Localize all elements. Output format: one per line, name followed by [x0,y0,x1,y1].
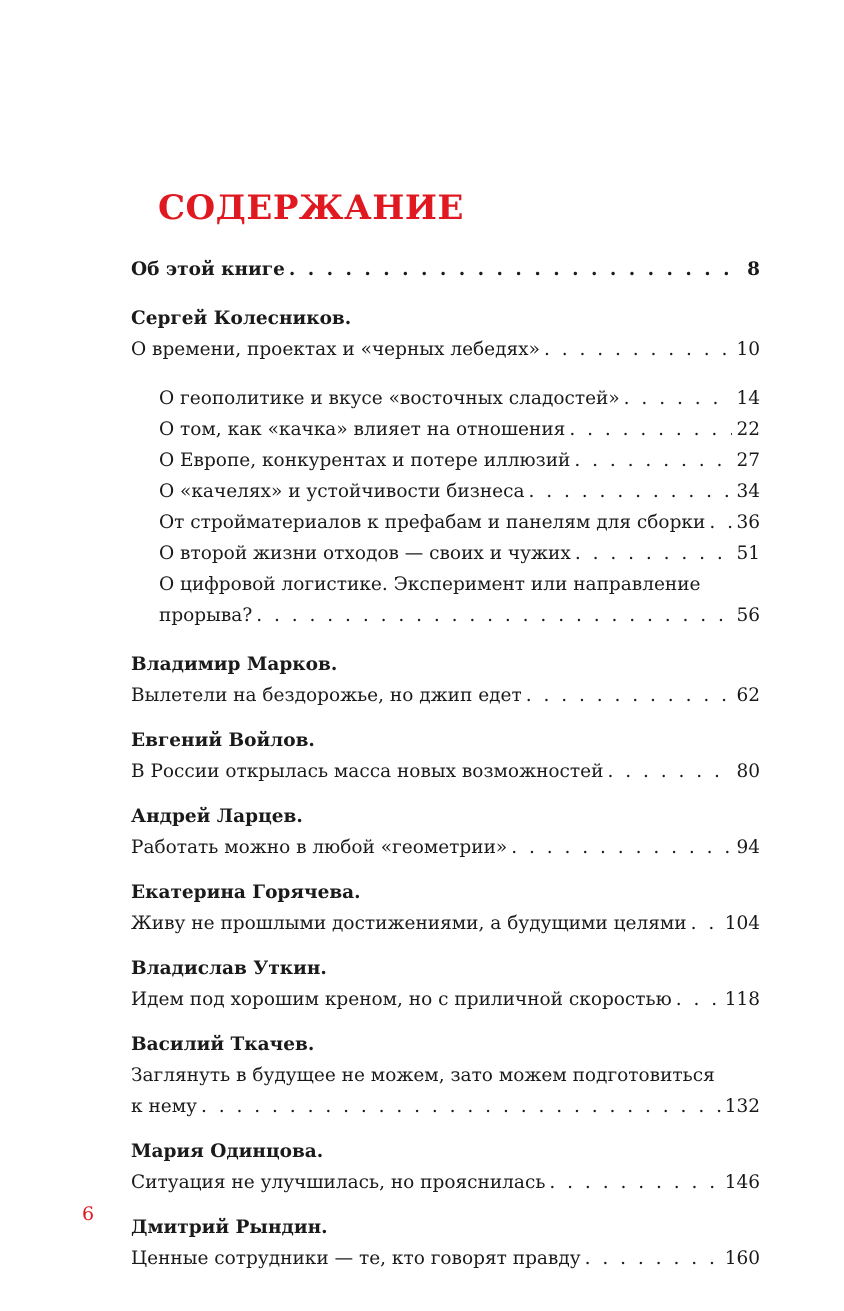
toc-author: Дмитрий Рындин. [131,1217,328,1238]
dot-leader [691,908,721,939]
toc-entry[interactable] [131,908,760,939]
toc-author: Андрей Ларцев. [131,806,303,827]
toc-page-number: 8 [747,259,760,280]
toc-page-number: 118 [724,989,760,1010]
toc-page-number: 160 [724,1248,760,1269]
toc-subentry[interactable] [131,383,760,414]
dot-leader [569,414,732,445]
toc-entry-label: Работать можно в любой «геометрии» [131,837,508,858]
toc-page-number: 56 [736,605,760,626]
toc-entry[interactable] [131,680,760,711]
toc-page-number: 62 [736,685,760,706]
toc-page-number: 51 [736,543,760,564]
toc-subentry[interactable] [131,476,760,507]
toc-entry-label: Ценные сотрудники — те, кто говорят правду [131,1248,581,1269]
toc-entry-label: О том, как «качка» влияет на отношения [159,419,566,440]
toc-entry-label: Живу не прошлыми достижениями, а будущими целями [131,913,687,934]
toc-entry-label: О Европе, конкурентах и потере иллюзий [159,450,571,471]
toc-entry-line1[interactable]: Заглянуть в будущее не можем, зато можем подготовиться [131,1065,715,1086]
dot-leader [585,1243,721,1274]
toc-page-number: 22 [736,419,760,440]
toc-page-number: 36 [736,512,760,533]
toc-entry[interactable] [131,984,760,1015]
table-of-contents [131,254,760,1274]
toc-page-number: 104 [724,913,760,934]
toc-page-number: 14 [736,388,760,409]
dot-leader [549,1167,720,1198]
toc-entry-label: прорыва? [159,605,253,626]
toc-page-number: 34 [736,481,760,502]
dot-leader [709,507,732,538]
toc-entry-label: В России открылась масса новых возможностей [131,761,604,782]
toc-page-number: 132 [724,1096,760,1117]
dot-leader [526,680,733,711]
toc-entry[interactable] [131,756,760,787]
toc-entry[interactable] [131,1091,760,1122]
toc-author: Владислав Уткин. [131,958,327,979]
dot-leader [574,445,732,476]
toc-subentry[interactable] [131,445,760,476]
toc-subentry[interactable] [131,414,760,445]
dot-leader [201,1091,721,1122]
toc-entry-label: О второй жизни отходов — своих и чужих [159,543,571,564]
toc-subentry-line1[interactable]: О цифровой логистике. Эксперимент или направление [159,574,701,595]
dot-leader [529,476,733,507]
toc-entry-label: Идем под хорошим креном, но с приличной скоростью [131,989,672,1010]
toc-entry[interactable] [131,1243,760,1274]
toc-page-number: 10 [736,339,760,360]
toc-entry-label: О геополитике и вкусе «восточных сладостей» [159,388,620,409]
toc-author: Екатерина Горячева. [131,882,361,903]
toc-subentry[interactable] [131,600,760,631]
toc-subentry[interactable] [131,538,760,569]
toc-page-number: 94 [736,837,760,858]
toc-entry-label: От стройматериалов к префабам и панелям для сборки [159,512,706,533]
page-title: СОДЕРЖАНИЕ [158,188,464,228]
dot-leader [575,538,733,569]
dot-leader [289,254,743,285]
dot-leader [624,383,733,414]
dot-leader [511,832,732,863]
toc-author: Мария Одинцова. [131,1141,324,1162]
toc-author: Василий Ткачев. [131,1034,315,1055]
dot-leader [607,756,732,787]
toc-entry-about[interactable] [131,254,760,285]
toc-page-number: 80 [736,761,760,782]
toc-entry-label: О времени, проектах и «черных лебедях» [131,339,540,360]
toc-entry-label: О «качелях» и устойчивости бизнеса [159,481,525,502]
toc-subentry[interactable] [131,507,760,538]
dot-leader [676,984,721,1015]
toc-entry-label: Об этой книге [131,259,285,280]
dot-leader [544,334,733,365]
dot-leader [256,600,732,631]
toc-entry[interactable] [131,1167,760,1198]
toc-entry-label: к нему [131,1096,197,1117]
toc-author: Евгений Войлов. [131,730,315,751]
toc-entry-label: Ситуация не улучшилась, но прояснилась [131,1172,546,1193]
page-number: 6 [82,1203,95,1225]
toc-author: Сергей Колесников. [131,308,352,329]
toc-entry[interactable] [131,334,760,365]
toc-author: Владимир Марков. [131,654,338,675]
toc-page-number: 146 [724,1172,760,1193]
toc-page-number: 27 [736,450,760,471]
toc-entry-label: Вылетели на бездорожье, но джип едет [131,685,522,706]
toc-entry[interactable] [131,832,760,863]
